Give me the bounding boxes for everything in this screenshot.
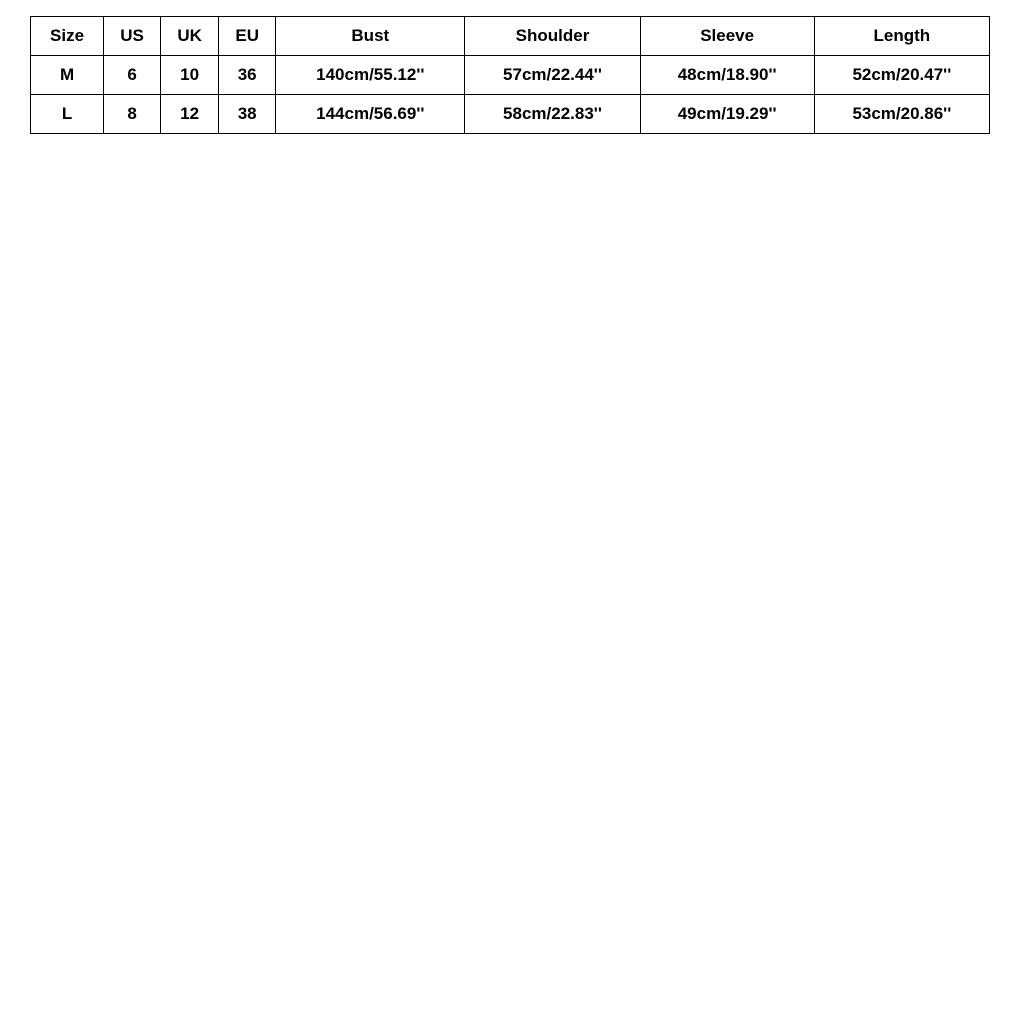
table-row [31, 95, 990, 134]
cell-eu: 36 [219, 56, 276, 95]
table-header-row [31, 17, 990, 56]
table-row [31, 56, 990, 95]
header-us: US [104, 17, 161, 56]
header-size: Size [31, 17, 104, 56]
cell-size: M [31, 56, 104, 95]
cell-bust: 144cm/56.69'' [276, 95, 465, 134]
header-length: Length [814, 17, 989, 56]
cell-sleeve: 49cm/19.29'' [640, 95, 814, 134]
header-sleeve: Sleeve [640, 17, 814, 56]
cell-shoulder: 57cm/22.44'' [465, 56, 640, 95]
size-chart-table [30, 16, 990, 134]
cell-shoulder: 58cm/22.83'' [465, 95, 640, 134]
cell-eu: 38 [219, 95, 276, 134]
header-shoulder: Shoulder [465, 17, 640, 56]
cell-us: 8 [104, 95, 161, 134]
header-eu: EU [219, 17, 276, 56]
header-bust: Bust [276, 17, 465, 56]
cell-size: L [31, 95, 104, 134]
cell-length: 53cm/20.86'' [814, 95, 989, 134]
cell-uk: 12 [161, 95, 219, 134]
cell-uk: 10 [161, 56, 219, 95]
cell-bust: 140cm/55.12'' [276, 56, 465, 95]
cell-us: 6 [104, 56, 161, 95]
cell-length: 52cm/20.47'' [814, 56, 989, 95]
header-uk: UK [161, 17, 219, 56]
cell-sleeve: 48cm/18.90'' [640, 56, 814, 95]
